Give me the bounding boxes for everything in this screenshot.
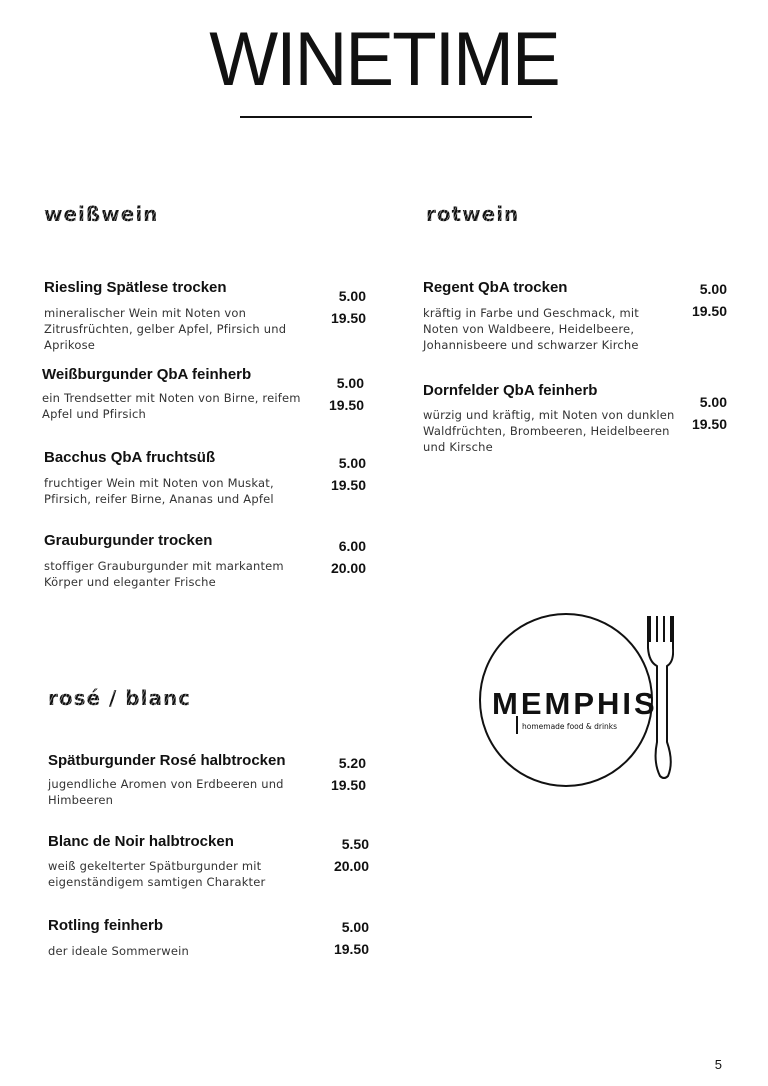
price-large: 19.50: [330, 777, 366, 793]
logo-name: MEMPHIS: [492, 686, 658, 721]
item-prices: [325, 916, 369, 960]
price-large: 19.50: [691, 303, 727, 319]
item-description: fruchtiger Wein mit Noten von Muskat, Pfirsich, reifer Birne, Ananas und Apfel: [44, 476, 274, 506]
item-name: Weißburgunder QbA feinherb: [42, 366, 252, 383]
price-small: 5.00: [336, 375, 364, 391]
item-prices: [683, 391, 727, 435]
price-small: 5.50: [341, 836, 369, 852]
logo-tagline: homemade food & drinks: [522, 722, 618, 731]
item-description: kräftig in Farbe und Geschmack, mit Noten von Waldbeere, Heidelbeere, Johannisbeere und schwarzer Kirche: [423, 306, 640, 352]
item-name: Rotling feinherb: [48, 917, 163, 934]
item-prices: [320, 372, 364, 416]
price-small: 5.20: [338, 755, 366, 771]
price-small: 5.00: [699, 394, 727, 410]
page-title: WINETIME: [209, 17, 559, 102]
price-large: 20.00: [330, 560, 366, 576]
section-heading-rose: rosé / blanc: [48, 686, 192, 710]
item-prices: [322, 452, 366, 496]
section-heading-rotwein: rotwein: [426, 202, 520, 226]
item-name: Regent QbA trocken: [423, 279, 568, 296]
item-description: jugendliche Aromen von Erdbeeren und Himbeeren: [48, 777, 284, 807]
price-small: 5.00: [338, 288, 366, 304]
price-large: 19.50: [328, 397, 364, 413]
price-small: 5.00: [699, 281, 727, 297]
item-prices: [683, 278, 727, 322]
item-prices: [322, 752, 366, 796]
item-name: Bacchus QbA fruchtsüß: [44, 449, 216, 466]
item-name: Grauburgunder trocken: [44, 532, 213, 549]
price-small: 6.00: [338, 538, 366, 554]
item-prices: [322, 535, 366, 579]
menu-item: [42, 366, 312, 422]
item-name: Riesling Spätlese trocken: [44, 279, 227, 296]
item-prices: [322, 285, 366, 329]
item-description: der ideale Sommerwein: [48, 944, 190, 958]
menu-item: [44, 279, 314, 353]
page-number: 5: [714, 1057, 722, 1072]
item-name: Spätburgunder Rosé halbtrocken: [48, 752, 286, 769]
price-small: 5.00: [338, 455, 366, 471]
item-description: würzig und kräftig, mit Noten von dunklen Waldfrüchten, Brombeeren, Heidelbeeren und Kirsche: [423, 408, 675, 454]
price-large: 19.50: [330, 310, 366, 326]
section-heading-weisswein: weißwein: [44, 202, 159, 226]
menu-item: [44, 532, 314, 590]
menu-item: [423, 382, 683, 455]
title-divider: [240, 116, 532, 118]
price-small: 5.00: [341, 919, 369, 935]
menu-item: [48, 917, 308, 959]
menu-item: [44, 449, 314, 507]
item-description: stoffiger Grauburgunder mit markantem Körper und eleganter Frische: [44, 559, 284, 589]
item-name: Dornfelder QbA feinherb: [423, 382, 598, 399]
item-description: weiß gekelterter Spätburgunder mit eigenständigem samtigen Charakter: [48, 859, 266, 889]
menu-item: [48, 833, 308, 890]
menu-item: [423, 279, 673, 353]
item-prices: [325, 833, 369, 877]
fork-plate-icon: [474, 612, 674, 792]
price-large: 19.50: [691, 416, 727, 432]
menu-item: [48, 752, 323, 808]
price-large: 20.00: [333, 858, 369, 874]
item-name: Blanc de Noir halbtrocken: [48, 833, 234, 850]
item-description: ein Trendsetter mit Noten von Birne, reifem Apfel und Pfirsich: [42, 391, 301, 421]
price-large: 19.50: [330, 477, 366, 493]
price-large: 19.50: [333, 941, 369, 957]
item-description: mineralischer Wein mit Noten von Zitrusfrüchten, gelber Apfel, Pfirsich und Aprikose: [44, 306, 287, 352]
memphis-logo: [474, 612, 674, 792]
